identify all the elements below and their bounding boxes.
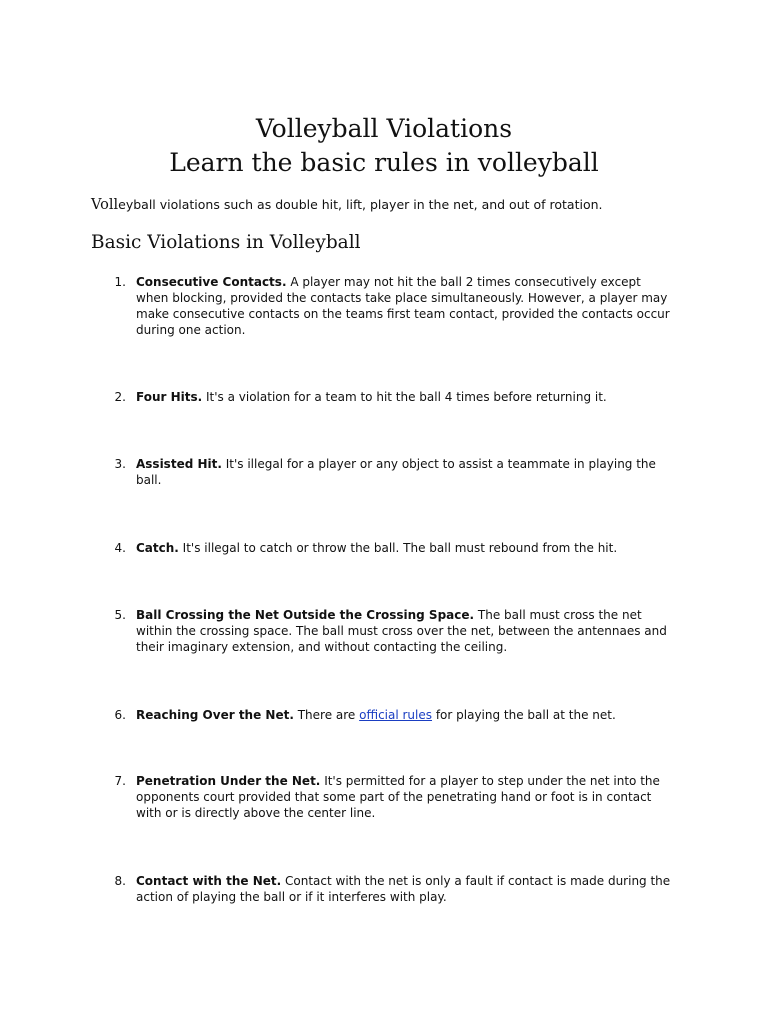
rule-term: Catch. [136,541,179,555]
list-number: 1. [114,275,126,289]
page-subtitle: Learn the basic rules in volleyball [169,148,599,177]
rule-text-after-link: for playing the ball at the net. [432,708,616,722]
rule-term: Assisted Hit. [136,457,222,471]
intro-paragraph [91,196,731,214]
rule-term: Penetration Under the Net. [136,774,321,788]
official-rules-link[interactable]: official rules [359,708,433,722]
list-item-body [136,456,676,488]
section-heading: Basic Violations in Volleyball [91,232,361,253]
rule-text: It's permitted for a player to step under the net into the opponents court provided that some part of the penetrating hand or foot is in contact with or is directly above the center line. [136,774,660,820]
rule-term: Four Hits. [136,390,203,404]
list-item-body [136,389,676,405]
rule-term: Consecutive Contacts. [136,275,287,289]
page-title: Volleyball Violations [255,114,513,143]
rule-term: Contact with the Net. [136,874,282,888]
rule-term: Ball Crossing the Net Outside the Crossing Space. [136,608,475,622]
list-item-body [136,873,676,905]
rule-term: Reaching Over the Net. [136,708,294,722]
list-number: 6. [114,708,126,722]
list-item-body [136,274,676,338]
intro-text: eyball violations such as double hit, lift, player in the net, and out of rotation. [118,197,603,212]
list-item-body [136,607,676,655]
list-number: 7. [114,774,126,788]
list-number: 5. [114,608,126,622]
list-item-body [136,540,676,556]
rule-text: A player may not hit the ball 2 times consecutively except when blocking, provided the contacts take place simultaneously. However, a player may make consecutive contacts on the teams first team contact, provided the contacts occur during one action. [136,275,670,337]
list-item-body [136,773,676,821]
intro-lead: Voll [91,197,119,213]
list-number: 8. [114,874,126,888]
rule-text: It's illegal to catch or throw the ball. The ball must rebound from the hit. [178,541,618,555]
rule-text: It's illegal for a player or any object to assist a teammate in playing the ball. [136,457,656,487]
list-number: 2. [114,390,126,404]
rule-text: The ball must cross the net within the crossing space. The ball must cross over the net, between the antennaes and their imaginary extension, and without contacting the ceiling. [136,608,667,654]
list-number: 4. [114,541,126,555]
rule-text: Contact with the net is only a fault if contact is made during the action of playing the ball or if it interferes with play. [136,874,671,904]
rule-text: It's a violation for a team to hit the ball 4 times before returning it. [202,390,607,404]
list-item-body [136,707,676,723]
list-number: 3. [114,457,126,471]
rule-text-before-link: There are [293,708,360,722]
